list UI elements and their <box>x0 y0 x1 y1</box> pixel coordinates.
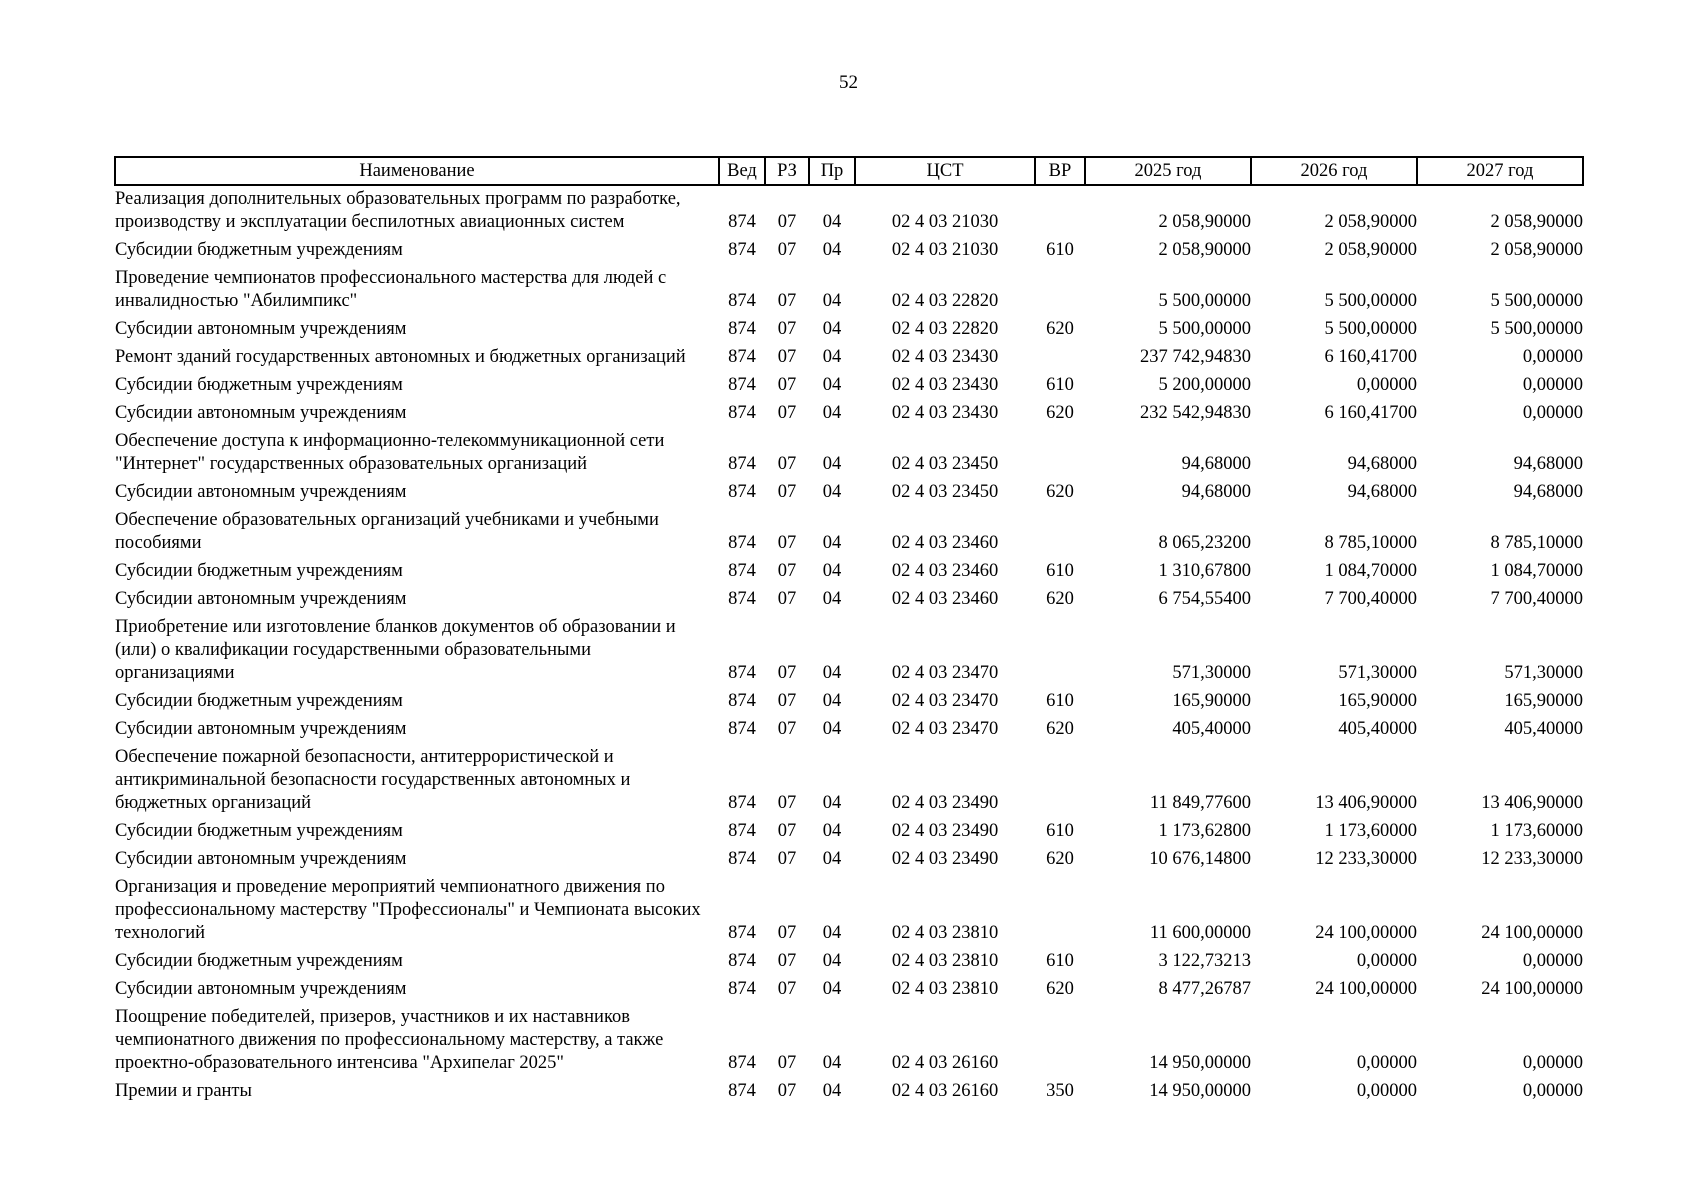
row-amount-2026: 94,68000 <box>1347 454 1417 474</box>
table-row <box>115 948 1583 976</box>
row-pr: 04 <box>822 291 842 311</box>
row-rz: 07 <box>777 561 797 581</box>
row-vr: 620 <box>1046 589 1074 609</box>
row-cst: 02 4 03 23430 <box>891 375 999 395</box>
row-amount-2025: 237 742,94830 <box>1140 347 1251 367</box>
row-rz: 07 <box>777 951 797 971</box>
row-rz: 07 <box>777 482 797 502</box>
row-vr <box>1035 344 1085 372</box>
row-name: Субсидии бюджетным учреждениям <box>115 240 403 260</box>
row-cst: 02 4 03 22820 <box>891 291 999 311</box>
table-row <box>115 874 1583 948</box>
table-row <box>115 237 1583 265</box>
row-ved: 874 <box>728 719 756 739</box>
row-amount-2026: 94,68000 <box>1347 482 1417 502</box>
table-row <box>115 716 1583 744</box>
row-amount-2026: 2 058,90000 <box>1324 212 1417 232</box>
row-cst: 02 4 03 22820 <box>891 319 999 339</box>
row-vr: 350 <box>1046 1081 1074 1101</box>
row-ved: 874 <box>728 821 756 841</box>
row-name: Субсидии бюджетным учреждениям <box>115 951 403 971</box>
row-pr: 04 <box>822 719 842 739</box>
row-vr: 610 <box>1046 561 1074 581</box>
row-ved: 874 <box>728 849 756 869</box>
row-name: Ремонт зданий государственных автономных и бюджетных организаций <box>115 347 686 367</box>
row-amount-2027: 2 058,90000 <box>1490 240 1583 260</box>
row-amount-2026: 1 084,70000 <box>1324 561 1417 581</box>
table-row <box>115 614 1583 688</box>
row-rz: 07 <box>777 979 797 999</box>
row-amount-2026: 165,90000 <box>1338 691 1417 711</box>
table-row <box>115 558 1583 586</box>
row-pr: 04 <box>822 821 842 841</box>
table-row <box>115 507 1583 558</box>
row-amount-2027: 12 233,30000 <box>1481 849 1583 869</box>
row-amount-2027: 0,00000 <box>1522 403 1583 423</box>
row-cst: 02 4 03 23450 <box>891 482 999 502</box>
row-pr: 04 <box>822 663 842 683</box>
row-amount-2026: 5 500,00000 <box>1324 319 1417 339</box>
row-amount-2026: 7 700,40000 <box>1324 589 1417 609</box>
row-vr: 620 <box>1046 319 1074 339</box>
row-cst: 02 4 03 23470 <box>891 663 999 683</box>
row-pr: 04 <box>822 589 842 609</box>
row-amount-2025: 94,68000 <box>1181 482 1251 502</box>
row-pr: 04 <box>822 533 842 553</box>
row-amount-2025: 11 600,00000 <box>1149 923 1251 943</box>
row-pr: 04 <box>822 691 842 711</box>
row-rz: 07 <box>777 589 797 609</box>
row-cst: 02 4 03 23430 <box>891 347 999 367</box>
row-ved: 874 <box>728 663 756 683</box>
table-row <box>115 1078 1583 1106</box>
row-amount-2026: 6 160,41700 <box>1324 403 1417 423</box>
table-row <box>115 688 1583 716</box>
row-amount-2026: 0,00000 <box>1356 375 1417 395</box>
row-name: Проведение чемпионатов профессионального мастерства для людей с инвалидностью "Абилимпикс" <box>115 268 667 311</box>
row-name: Обеспечение доступа к информационно-телекоммуникационной сети "Интернет" государственных образовательных организаций <box>115 431 665 474</box>
row-rz: 07 <box>777 923 797 943</box>
row-pr: 04 <box>822 979 842 999</box>
row-rz: 07 <box>777 719 797 739</box>
row-amount-2025: 5 500,00000 <box>1158 319 1251 339</box>
row-amount-2026: 8 785,10000 <box>1324 533 1417 553</box>
row-ved: 874 <box>728 291 756 311</box>
row-amount-2027: 0,00000 <box>1522 375 1583 395</box>
row-ved: 874 <box>728 212 756 232</box>
table-row <box>115 479 1583 507</box>
row-amount-2025: 5 200,00000 <box>1158 375 1251 395</box>
header-ved: Вед <box>719 157 765 185</box>
row-pr: 04 <box>822 454 842 474</box>
row-pr: 04 <box>822 375 842 395</box>
row-vr <box>1035 874 1085 948</box>
row-vr: 610 <box>1046 375 1074 395</box>
row-name: Субсидии автономным учреждениям <box>115 849 407 869</box>
row-amount-2027: 94,68000 <box>1513 454 1583 474</box>
row-pr: 04 <box>822 793 842 813</box>
row-amount-2025: 5 500,00000 <box>1158 291 1251 311</box>
row-cst: 02 4 03 21030 <box>891 212 999 232</box>
row-pr: 04 <box>822 403 842 423</box>
row-ved: 874 <box>728 979 756 999</box>
row-ved: 874 <box>728 375 756 395</box>
row-amount-2025: 8 065,23200 <box>1158 533 1251 553</box>
table-row <box>115 400 1583 428</box>
table-row <box>115 428 1583 479</box>
row-vr: 610 <box>1046 951 1074 971</box>
header-rz: РЗ <box>765 157 809 185</box>
row-name: Субсидии бюджетным учреждениям <box>115 561 403 581</box>
row-amount-2027: 571,30000 <box>1504 663 1583 683</box>
row-name: Субсидии автономным учреждениям <box>115 719 407 739</box>
row-vr: 610 <box>1046 821 1074 841</box>
row-rz: 07 <box>777 849 797 869</box>
table-row <box>115 265 1583 316</box>
row-rz: 07 <box>777 347 797 367</box>
row-amount-2025: 2 058,90000 <box>1158 212 1251 232</box>
header-name: Наименование <box>115 157 719 185</box>
row-name: Поощрение победителей, призеров, участников и их наставников чемпионатного движения по профессиональному мастерству, а также проектно-образовательного интенсива "Архипелаг 2025" <box>115 1007 664 1073</box>
row-rz: 07 <box>777 319 797 339</box>
page-number: 52 <box>839 72 858 93</box>
row-vr: 620 <box>1046 849 1074 869</box>
row-amount-2027: 165,90000 <box>1504 691 1583 711</box>
row-name: Обеспечение пожарной безопасности, антитеррористической и антикриминальной безопасности государственных автономных и бюджетных организаций <box>115 747 631 813</box>
budget-table <box>114 156 1584 1106</box>
row-amount-2025: 405,40000 <box>1172 719 1251 739</box>
row-name: Субсидии бюджетным учреждениям <box>115 821 403 841</box>
row-amount-2026: 24 100,00000 <box>1315 979 1417 999</box>
row-pr: 04 <box>822 482 842 502</box>
table-header-row <box>115 157 1583 185</box>
row-amount-2025: 10 676,14800 <box>1149 849 1251 869</box>
row-cst: 02 4 03 23460 <box>891 589 999 609</box>
row-name: Субсидии автономным учреждениям <box>115 319 407 339</box>
row-cst: 02 4 03 23490 <box>891 849 999 869</box>
row-cst: 02 4 03 23810 <box>891 923 999 943</box>
row-ved: 874 <box>728 691 756 711</box>
row-pr: 04 <box>822 240 842 260</box>
row-cst: 02 4 03 21030 <box>891 240 999 260</box>
row-amount-2027: 5 500,00000 <box>1490 319 1583 339</box>
row-amount-2025: 6 754,55400 <box>1158 589 1251 609</box>
row-amount-2025: 14 950,00000 <box>1149 1081 1251 1101</box>
row-name: Субсидии автономным учреждениям <box>115 482 407 502</box>
row-cst: 02 4 03 23810 <box>891 951 999 971</box>
row-name: Реализация дополнительных образовательных программ по разработке, производству и эксплуатации беспилотных авиационных систем <box>115 189 681 232</box>
row-pr: 04 <box>822 923 842 943</box>
row-ved: 874 <box>728 240 756 260</box>
row-amount-2026: 0,00000 <box>1356 1081 1417 1101</box>
table-row <box>115 818 1583 846</box>
row-cst: 02 4 03 23470 <box>891 691 999 711</box>
row-rz: 07 <box>777 1053 797 1073</box>
header-pr: Пр <box>809 157 855 185</box>
row-vr <box>1035 265 1085 316</box>
row-cst: 02 4 03 23460 <box>891 561 999 581</box>
row-amount-2025: 232 542,94830 <box>1140 403 1251 423</box>
row-name: Субсидии автономным учреждениям <box>115 403 407 423</box>
row-rz: 07 <box>777 240 797 260</box>
row-name: Организация и проведение мероприятий чемпионатного движения по профессиональному мастерству "Профессионалы" и Чемпионата высоких технологий <box>115 877 701 943</box>
row-cst: 02 4 03 23810 <box>891 979 999 999</box>
row-amount-2025: 1 310,67800 <box>1158 561 1251 581</box>
row-cst: 02 4 03 23460 <box>891 533 999 553</box>
row-vr <box>1035 185 1085 237</box>
header-2026: 2026 год <box>1251 157 1417 185</box>
row-rz: 07 <box>777 403 797 423</box>
row-name: Субсидии автономным учреждениям <box>115 979 407 999</box>
row-amount-2026: 571,30000 <box>1338 663 1417 683</box>
row-amount-2027: 5 500,00000 <box>1490 291 1583 311</box>
row-cst: 02 4 03 26160 <box>891 1081 999 1101</box>
row-amount-2025: 14 950,00000 <box>1149 1053 1251 1073</box>
row-amount-2025: 571,30000 <box>1172 663 1251 683</box>
row-name: Приобретение или изготовление бланков документов об образовании и (или) о квалификации государственными образовательными организациями <box>115 617 676 683</box>
row-amount-2027: 7 700,40000 <box>1490 589 1583 609</box>
row-amount-2025: 3 122,73213 <box>1158 951 1251 971</box>
header-cst: ЦСТ <box>855 157 1035 185</box>
row-vr <box>1035 614 1085 688</box>
row-vr: 610 <box>1046 240 1074 260</box>
table-row <box>115 846 1583 874</box>
row-pr: 04 <box>822 561 842 581</box>
row-ved: 874 <box>728 923 756 943</box>
table-body <box>115 185 1583 1106</box>
row-amount-2026: 2 058,90000 <box>1324 240 1417 260</box>
header-2027: 2027 год <box>1417 157 1583 185</box>
row-vr: 620 <box>1046 979 1074 999</box>
row-ved: 874 <box>728 319 756 339</box>
row-pr: 04 <box>822 347 842 367</box>
row-ved: 874 <box>728 589 756 609</box>
row-amount-2026: 12 233,30000 <box>1315 849 1417 869</box>
row-rz: 07 <box>777 291 797 311</box>
table-row <box>115 744 1583 818</box>
row-name: Обеспечение образовательных организаций учебниками и учебными пособиями <box>115 510 659 553</box>
row-cst: 02 4 03 23470 <box>891 719 999 739</box>
table-row <box>115 586 1583 614</box>
row-rz: 07 <box>777 793 797 813</box>
row-ved: 874 <box>728 347 756 367</box>
row-amount-2026: 24 100,00000 <box>1315 923 1417 943</box>
row-name: Субсидии бюджетным учреждениям <box>115 375 403 395</box>
row-cst: 02 4 03 26160 <box>891 1053 999 1073</box>
row-cst: 02 4 03 23490 <box>891 821 999 841</box>
row-rz: 07 <box>777 821 797 841</box>
row-amount-2027: 13 406,90000 <box>1481 793 1583 813</box>
row-vr: 620 <box>1046 403 1074 423</box>
row-amount-2027: 0,00000 <box>1522 1081 1583 1101</box>
row-pr: 04 <box>822 212 842 232</box>
row-amount-2027: 2 058,90000 <box>1490 212 1583 232</box>
row-pr: 04 <box>822 951 842 971</box>
row-ved: 874 <box>728 533 756 553</box>
row-name: Премии и гранты <box>115 1081 252 1101</box>
row-amount-2027: 405,40000 <box>1504 719 1583 739</box>
row-cst: 02 4 03 23430 <box>891 403 999 423</box>
row-ved: 874 <box>728 403 756 423</box>
row-amount-2025: 1 173,62800 <box>1158 821 1251 841</box>
table-row <box>115 1004 1583 1078</box>
row-amount-2027: 0,00000 <box>1522 951 1583 971</box>
row-ved: 874 <box>728 793 756 813</box>
row-amount-2027: 94,68000 <box>1513 482 1583 502</box>
row-amount-2027: 8 785,10000 <box>1490 533 1583 553</box>
header-2025: 2025 год <box>1085 157 1251 185</box>
row-amount-2027: 1 173,60000 <box>1490 821 1583 841</box>
row-amount-2026: 0,00000 <box>1356 951 1417 971</box>
row-vr: 610 <box>1046 691 1074 711</box>
row-amount-2025: 8 477,26787 <box>1158 979 1251 999</box>
row-pr: 04 <box>822 319 842 339</box>
row-ved: 874 <box>728 1081 756 1101</box>
row-amount-2025: 165,90000 <box>1172 691 1251 711</box>
header-vr: ВР <box>1035 157 1085 185</box>
row-pr: 04 <box>822 1053 842 1073</box>
row-amount-2026: 5 500,00000 <box>1324 291 1417 311</box>
row-amount-2025: 11 849,77600 <box>1149 793 1251 813</box>
row-rz: 07 <box>777 454 797 474</box>
row-pr: 04 <box>822 849 842 869</box>
row-amount-2027: 0,00000 <box>1522 347 1583 367</box>
row-amount-2025: 94,68000 <box>1181 454 1251 474</box>
row-amount-2027: 1 084,70000 <box>1490 561 1583 581</box>
table-row <box>115 344 1583 372</box>
row-amount-2026: 1 173,60000 <box>1324 821 1417 841</box>
row-rz: 07 <box>777 375 797 395</box>
table-row <box>115 372 1583 400</box>
row-ved: 874 <box>728 482 756 502</box>
row-amount-2026: 6 160,41700 <box>1324 347 1417 367</box>
row-cst: 02 4 03 23450 <box>891 454 999 474</box>
row-ved: 874 <box>728 1053 756 1073</box>
row-vr <box>1035 744 1085 818</box>
table-row <box>115 976 1583 1004</box>
row-vr: 620 <box>1046 719 1074 739</box>
row-vr <box>1035 507 1085 558</box>
table-row <box>115 316 1583 344</box>
row-cst: 02 4 03 23490 <box>891 793 999 813</box>
row-amount-2026: 405,40000 <box>1338 719 1417 739</box>
row-rz: 07 <box>777 533 797 553</box>
row-amount-2026: 13 406,90000 <box>1315 793 1417 813</box>
row-ved: 874 <box>728 951 756 971</box>
row-ved: 874 <box>728 454 756 474</box>
row-pr: 04 <box>822 1081 842 1101</box>
row-amount-2025: 2 058,90000 <box>1158 240 1251 260</box>
row-ved: 874 <box>728 561 756 581</box>
row-amount-2026: 0,00000 <box>1356 1053 1417 1073</box>
row-name: Субсидии бюджетным учреждениям <box>115 691 403 711</box>
row-amount-2027: 24 100,00000 <box>1481 979 1583 999</box>
row-rz: 07 <box>777 1081 797 1101</box>
row-vr <box>1035 428 1085 479</box>
table-row <box>115 185 1583 237</box>
row-rz: 07 <box>777 212 797 232</box>
row-rz: 07 <box>777 691 797 711</box>
row-amount-2027: 24 100,00000 <box>1481 923 1583 943</box>
row-amount-2027: 0,00000 <box>1522 1053 1583 1073</box>
row-name: Субсидии автономным учреждениям <box>115 589 407 609</box>
row-rz: 07 <box>777 663 797 683</box>
row-vr <box>1035 1004 1085 1078</box>
row-vr: 620 <box>1046 482 1074 502</box>
